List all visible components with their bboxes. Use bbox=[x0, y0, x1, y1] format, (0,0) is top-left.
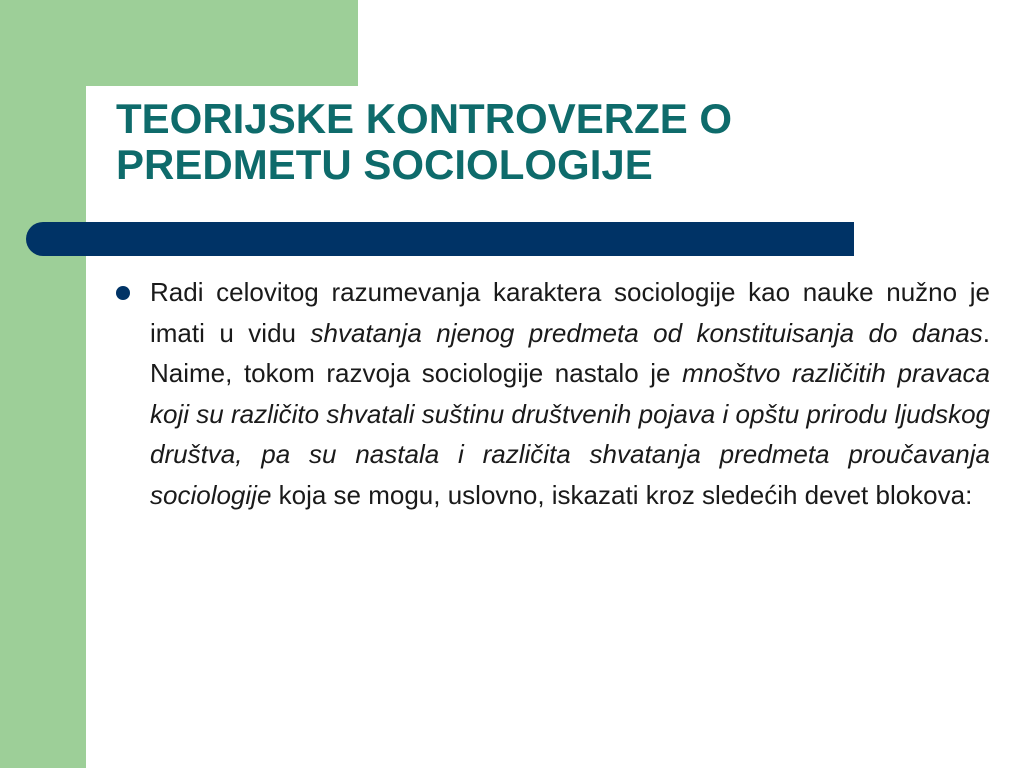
bullet-item bbox=[112, 272, 990, 515]
bullet-dot-icon bbox=[116, 286, 130, 300]
top-green-band bbox=[86, 0, 358, 86]
title-line-1: TEORIJSKE KONTROVERZE O bbox=[116, 95, 733, 142]
slide-body bbox=[112, 272, 990, 515]
left-green-band bbox=[0, 0, 86, 768]
title-line-2: PREDMETU SOCIOLOGIJE bbox=[116, 141, 653, 188]
bullet-text-part-1: Radi celovitog razumevanja karaktera sociologije kao nauke nužno je imati u vidu bbox=[150, 277, 990, 348]
slide-title bbox=[116, 96, 976, 188]
bullet-text bbox=[150, 272, 990, 515]
bullet-text-italic-1: shvatanja njenog predmeta od konstituisanja do danas bbox=[310, 317, 983, 348]
bullet-text-part-2: . Naime, tokom razvoja sociologije nastalo je bbox=[150, 317, 990, 388]
bullet-text-italic-2: mnoštvo različitih pravaca koji su različito shvatali suštinu društvenih pojava i opštu prirodu ljudskog društva, pa su nastala i različita shvatanja predmeta proučavanja sociologije bbox=[150, 358, 990, 510]
bullet-text-part-3: koja se mogu, uslovno, iskazati kroz sledećih devet blokova: bbox=[271, 479, 973, 510]
title-divider-bar bbox=[26, 222, 854, 256]
